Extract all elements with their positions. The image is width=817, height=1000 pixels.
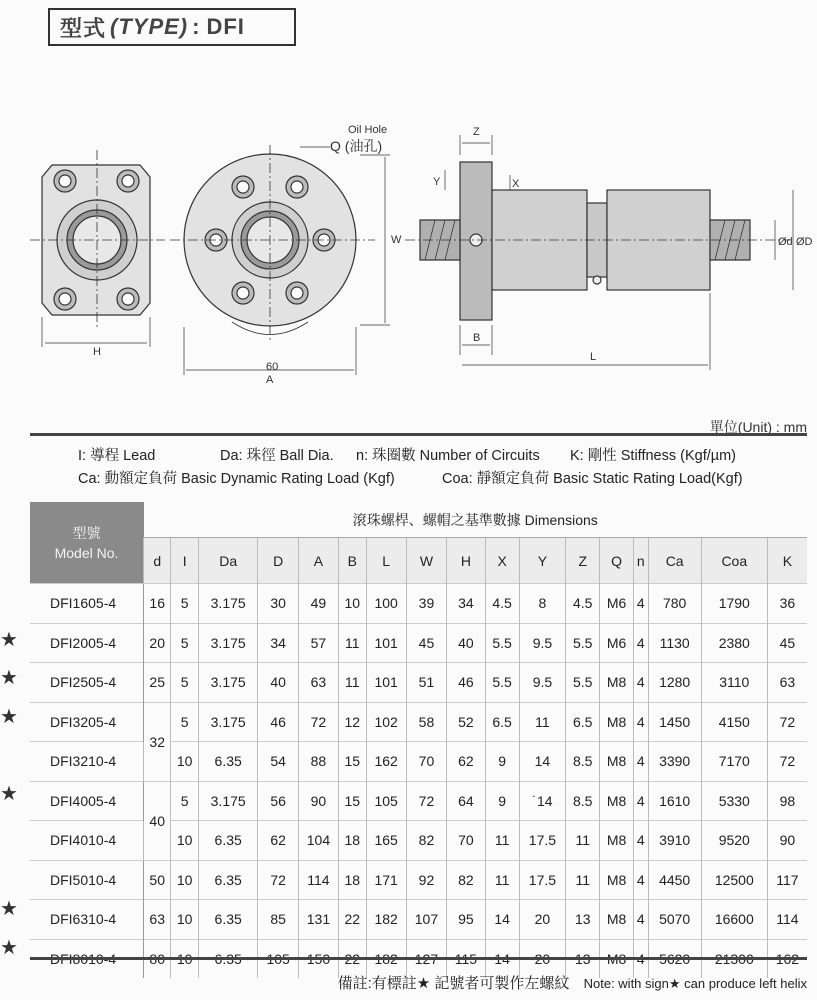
column-header-i: I xyxy=(171,538,198,584)
left-helix-star-icon: ★ xyxy=(0,628,18,651)
cell-b: 12 xyxy=(339,702,366,742)
cell-coa: 12500 xyxy=(701,860,767,900)
cell-y: 8 xyxy=(519,584,566,624)
cell-model: DFI4005-4 xyxy=(30,781,144,821)
cell-w: 45 xyxy=(406,623,446,663)
cell-k: 72 xyxy=(767,742,807,782)
cell-model: DFI2505-4 xyxy=(30,663,144,703)
table-row xyxy=(30,860,807,900)
column-header-a: A xyxy=(298,538,338,584)
cell-b: 15 xyxy=(339,742,366,782)
cell-d: 30 xyxy=(258,584,298,624)
cell-coa: 1790 xyxy=(701,584,767,624)
cell-k: 36 xyxy=(767,584,807,624)
oil-hole-label-cn: Q (油孔) xyxy=(330,138,383,154)
cell-d: 34 xyxy=(258,623,298,663)
dimension-table xyxy=(30,502,807,978)
title-model: DFI xyxy=(206,14,245,39)
cell-b: 15 xyxy=(339,781,366,821)
cell-k: 45 xyxy=(767,623,807,663)
cell-y: 9.5 xyxy=(519,623,566,663)
cell-i: 10 xyxy=(171,742,198,782)
cell-q: M6 xyxy=(600,623,634,663)
cell-l: 182 xyxy=(366,900,406,940)
cell-h: 115 xyxy=(447,939,486,978)
column-header-b: B xyxy=(339,538,366,584)
cell-a: 131 xyxy=(298,900,338,940)
left-helix-star-icon: ★ xyxy=(0,667,18,689)
cell-y: 14 xyxy=(519,742,566,782)
cell-x: 11 xyxy=(485,860,519,900)
cell-z: 4.5 xyxy=(566,584,600,624)
cell-y: 17.5 xyxy=(519,860,566,900)
cell-i: 10 xyxy=(171,860,198,900)
cell-d: 80 xyxy=(144,939,171,978)
cell-z: 6.5 xyxy=(566,702,600,742)
column-header-coa: Coa xyxy=(701,538,767,584)
cell-d: 16 xyxy=(144,584,171,624)
cell-n: 4 xyxy=(634,742,649,782)
cell-z: 13 xyxy=(566,939,600,978)
cell-d: 32 xyxy=(144,702,171,781)
cell-a: 114 xyxy=(298,860,338,900)
cell-z: 13 xyxy=(566,900,600,940)
cell-h: 40 xyxy=(447,623,486,663)
column-header-d: D xyxy=(258,538,298,584)
cell-d: 63 xyxy=(144,900,171,940)
cell-ca: 5620 xyxy=(648,939,701,978)
cell-y: 20 xyxy=(519,900,566,940)
cell-i: 10 xyxy=(171,939,198,978)
cell-w: 92 xyxy=(406,860,446,900)
column-header-ca: Ca xyxy=(648,538,701,584)
cell-a: 63 xyxy=(298,663,338,703)
table-row xyxy=(30,900,807,940)
cell-h: 95 xyxy=(447,900,486,940)
cell-da: 3.175 xyxy=(198,781,258,821)
legend-lead: I: 導程 Lead xyxy=(78,448,156,464)
column-header-h: H xyxy=(447,538,486,584)
cell-coa: 21300 xyxy=(701,939,767,978)
cell-d: 50 xyxy=(144,860,171,900)
cell-n: 4 xyxy=(634,821,649,861)
column-header-da: Da xyxy=(198,538,258,584)
cell-k: 117 xyxy=(767,860,807,900)
cell-l: 100 xyxy=(366,584,406,624)
cell-i: 5 xyxy=(171,702,198,742)
cell-i: 10 xyxy=(171,821,198,861)
cell-d: 40 xyxy=(144,781,171,860)
cell-d: 20 xyxy=(144,623,171,663)
dim-Y: Y xyxy=(433,176,441,188)
type-title xyxy=(48,8,296,46)
table-row xyxy=(30,702,807,742)
cell-q: M8 xyxy=(600,742,634,782)
cell-ca: 1130 xyxy=(648,623,701,663)
table-body xyxy=(30,584,807,979)
cell-k: 114 xyxy=(767,900,807,940)
cell-coa: 16600 xyxy=(701,900,767,940)
cell-y: 20 xyxy=(519,939,566,978)
legend-static: Coa: 靜額定負荷 Basic Static Rating Load(Kgf) xyxy=(442,471,743,487)
cell-w: 72 xyxy=(406,781,446,821)
cell-coa: 4150 xyxy=(701,702,767,742)
cell-da: 6.35 xyxy=(198,939,258,978)
flange-front-view-round xyxy=(170,145,390,375)
legend-dynamic: Ca: 動額定負荷 Basic Dynamic Rating Load (Kgf) xyxy=(78,471,395,487)
cell-ca: 5070 xyxy=(648,900,701,940)
cell-i: 5 xyxy=(171,623,198,663)
cell-model: DFI3205-4 xyxy=(30,702,144,742)
cell-q: M8 xyxy=(600,939,634,978)
cell-model: DFI1605-4 xyxy=(30,584,144,624)
cell-w: 39 xyxy=(406,584,446,624)
cell-model: DFI6310-4 xyxy=(30,900,144,940)
cell-i: 5 xyxy=(171,781,198,821)
cell-z: 8.5 xyxy=(566,781,600,821)
cell-n: 4 xyxy=(634,781,649,821)
legend-circuits: n: 珠圈數 Number of Circuits xyxy=(356,448,540,464)
cell-y: ˙14 xyxy=(519,781,566,821)
cell-d: 72 xyxy=(258,860,298,900)
cell-ca: 1450 xyxy=(648,702,701,742)
cell-coa: 5330 xyxy=(701,781,767,821)
cell-z: 11 xyxy=(566,821,600,861)
dimensions-header: 滾珠螺桿、螺帽之基準數據 Dimensions xyxy=(144,502,808,538)
column-header-w: W xyxy=(406,538,446,584)
column-header-z: Z xyxy=(566,538,600,584)
cell-a: 88 xyxy=(298,742,338,782)
table-row xyxy=(30,781,807,821)
cell-d: 25 xyxy=(144,663,171,703)
legend-ball: Da: 珠徑 Ball Dia. xyxy=(220,448,334,464)
cell-l: 102 xyxy=(366,702,406,742)
cell-k: 162 xyxy=(767,939,807,978)
cell-a: 90 xyxy=(298,781,338,821)
cell-l: 165 xyxy=(366,821,406,861)
cell-coa: 7170 xyxy=(701,742,767,782)
model-header-en: Model No. xyxy=(54,544,119,561)
cell-l: 171 xyxy=(366,860,406,900)
cell-ca: 1610 xyxy=(648,781,701,821)
cell-x: 11 xyxy=(485,821,519,861)
cell-x: 14 xyxy=(485,900,519,940)
cell-ca: 3910 xyxy=(648,821,701,861)
cell-coa: 3110 xyxy=(701,663,767,703)
cell-da: 6.35 xyxy=(198,900,258,940)
flange-front-view-rect xyxy=(30,150,165,347)
cell-q: M6 xyxy=(600,584,634,624)
cell-a: 104 xyxy=(298,821,338,861)
cell-b: 18 xyxy=(339,821,366,861)
footnote xyxy=(338,972,807,993)
footnote-en: Note: with sign★ can produce left helix xyxy=(583,976,807,991)
cell-i: 5 xyxy=(171,584,198,624)
cell-ca: 780 xyxy=(648,584,701,624)
cell-model: DFI8010-4 xyxy=(30,939,144,978)
cell-w: 70 xyxy=(406,742,446,782)
cell-a: 49 xyxy=(298,584,338,624)
cell-x: 9 xyxy=(485,742,519,782)
cell-l: 101 xyxy=(366,663,406,703)
cell-n: 4 xyxy=(634,702,649,742)
cell-l: 105 xyxy=(366,781,406,821)
cell-h: 46 xyxy=(447,663,486,703)
cell-coa: 2380 xyxy=(701,623,767,663)
cell-model: DFI2005-4 xyxy=(30,623,144,663)
cell-q: M8 xyxy=(600,781,634,821)
dim-angle: 60 xyxy=(266,361,279,373)
left-helix-star-icon: ★ xyxy=(0,898,18,920)
cell-da: 3.175 xyxy=(198,584,258,624)
dim-A: A xyxy=(266,374,274,385)
cell-x: 6.5 xyxy=(485,702,519,742)
cell-a: 72 xyxy=(298,702,338,742)
cell-model: DFI5010-4 xyxy=(30,860,144,900)
cell-x: 9 xyxy=(485,781,519,821)
left-helix-star-icon: ★ xyxy=(0,705,18,728)
cell-q: M8 xyxy=(600,860,634,900)
cell-q: M8 xyxy=(600,900,634,940)
cell-d: 54 xyxy=(258,742,298,782)
cell-z: 5.5 xyxy=(566,623,600,663)
cell-l: 162 xyxy=(366,742,406,782)
technical-drawing xyxy=(0,115,817,385)
top-rule xyxy=(30,433,807,436)
column-header-q: Q xyxy=(600,538,634,584)
left-helix-star-icon: ★ xyxy=(0,936,18,959)
cell-b: 11 xyxy=(339,623,366,663)
cell-n: 4 xyxy=(634,860,649,900)
cell-k: 90 xyxy=(767,821,807,861)
cell-b: 22 xyxy=(339,939,366,978)
cell-n: 4 xyxy=(634,623,649,663)
cell-x: 4.5 xyxy=(485,584,519,624)
cell-k: 98 xyxy=(767,781,807,821)
legend-stiffness: K: 剛性 Stiffness (Kgf/µm) xyxy=(570,448,737,464)
cell-x: 5.5 xyxy=(485,623,519,663)
cell-z: 11 xyxy=(566,860,600,900)
dim-X: X xyxy=(512,178,520,190)
cell-b: 10 xyxy=(339,584,366,624)
bottom-rule xyxy=(30,957,807,960)
cell-y: 17.5 xyxy=(519,821,566,861)
column-header-k: K xyxy=(767,538,807,584)
column-header-d: d xyxy=(144,538,171,584)
cell-n: 4 xyxy=(634,939,649,978)
cell-h: 62 xyxy=(447,742,486,782)
cell-z: 8.5 xyxy=(566,742,600,782)
cell-da: 3.175 xyxy=(198,663,258,703)
column-header-x: X xyxy=(485,538,519,584)
cell-h: 64 xyxy=(447,781,486,821)
cell-q: M8 xyxy=(600,702,634,742)
cell-h: 70 xyxy=(447,821,486,861)
dim-d: Ød xyxy=(778,236,793,248)
cell-n: 4 xyxy=(634,900,649,940)
left-helix-star-icon: ★ xyxy=(0,782,18,805)
title-colon: : xyxy=(192,14,201,39)
cell-coa: 9520 xyxy=(701,821,767,861)
cell-model: DFI4010-4 xyxy=(30,821,144,861)
cell-h: 52 xyxy=(447,702,486,742)
cell-a: 150 xyxy=(298,939,338,978)
cell-ca: 3390 xyxy=(648,742,701,782)
cell-x: 5.5 xyxy=(485,663,519,703)
unit-label: 單位(Unit) : mm xyxy=(709,419,807,435)
cell-da: 6.35 xyxy=(198,860,258,900)
oil-hole-label-en: Oil Hole xyxy=(348,124,388,136)
cell-n: 4 xyxy=(634,584,649,624)
cell-w: 82 xyxy=(406,821,446,861)
cell-q: M8 xyxy=(600,663,634,703)
cell-b: 11 xyxy=(339,663,366,703)
cell-d: 40 xyxy=(258,663,298,703)
cell-da: 6.35 xyxy=(198,742,258,782)
dim-H: H xyxy=(93,346,101,358)
cell-d: 85 xyxy=(258,900,298,940)
cell-h: 82 xyxy=(447,860,486,900)
column-header-y: Y xyxy=(519,538,566,584)
cell-b: 22 xyxy=(339,900,366,940)
cell-d: 56 xyxy=(258,781,298,821)
title-prefix: 型式 xyxy=(60,15,107,41)
cell-ca: 1280 xyxy=(648,663,701,703)
title-type-label: (TYPE) xyxy=(110,14,189,39)
footnote-cn: 備註:有標註★ 記號者可製作左螺紋 xyxy=(337,975,570,992)
table-row xyxy=(30,623,807,663)
cell-n: 4 xyxy=(634,663,649,703)
cell-q: M8 xyxy=(600,821,634,861)
cell-d: 46 xyxy=(258,702,298,742)
cell-w: 107 xyxy=(406,900,446,940)
cell-k: 63 xyxy=(767,663,807,703)
dim-L: L xyxy=(590,351,597,363)
cell-ca: 4450 xyxy=(648,860,701,900)
cell-da: 3.175 xyxy=(198,623,258,663)
cell-d: 105 xyxy=(258,939,298,978)
model-header-cn: 型號 xyxy=(72,524,101,541)
column-header-row xyxy=(30,538,807,584)
cell-da: 6.35 xyxy=(198,821,258,861)
cell-w: 58 xyxy=(406,702,446,742)
cell-l: 101 xyxy=(366,623,406,663)
cell-z: 5.5 xyxy=(566,663,600,703)
cell-y: 11 xyxy=(519,702,566,742)
cell-w: 127 xyxy=(406,939,446,978)
model-header xyxy=(30,502,144,584)
cell-l: 182 xyxy=(366,939,406,978)
column-header-l: L xyxy=(366,538,406,584)
dim-W: W xyxy=(391,234,402,246)
cell-w: 51 xyxy=(406,663,446,703)
nut-side-view xyxy=(405,135,793,370)
cell-a: 57 xyxy=(298,623,338,663)
cell-i: 5 xyxy=(171,663,198,703)
column-header-n: n xyxy=(634,538,649,584)
cell-h: 34 xyxy=(447,584,486,624)
cell-k: 72 xyxy=(767,702,807,742)
cell-x: 14 xyxy=(485,939,519,978)
cell-y: 9.5 xyxy=(519,663,566,703)
table-row xyxy=(30,663,807,703)
dim-Z: Z xyxy=(473,126,480,138)
cell-d: 62 xyxy=(258,821,298,861)
dim-D: ØD xyxy=(796,236,813,248)
cell-i: 10 xyxy=(171,900,198,940)
legend xyxy=(30,445,807,491)
table-row xyxy=(30,584,807,624)
cell-b: 18 xyxy=(339,860,366,900)
dim-B: B xyxy=(473,332,481,344)
cell-model: DFI3210-4 xyxy=(30,742,144,782)
cell-da: 3.175 xyxy=(198,702,258,742)
